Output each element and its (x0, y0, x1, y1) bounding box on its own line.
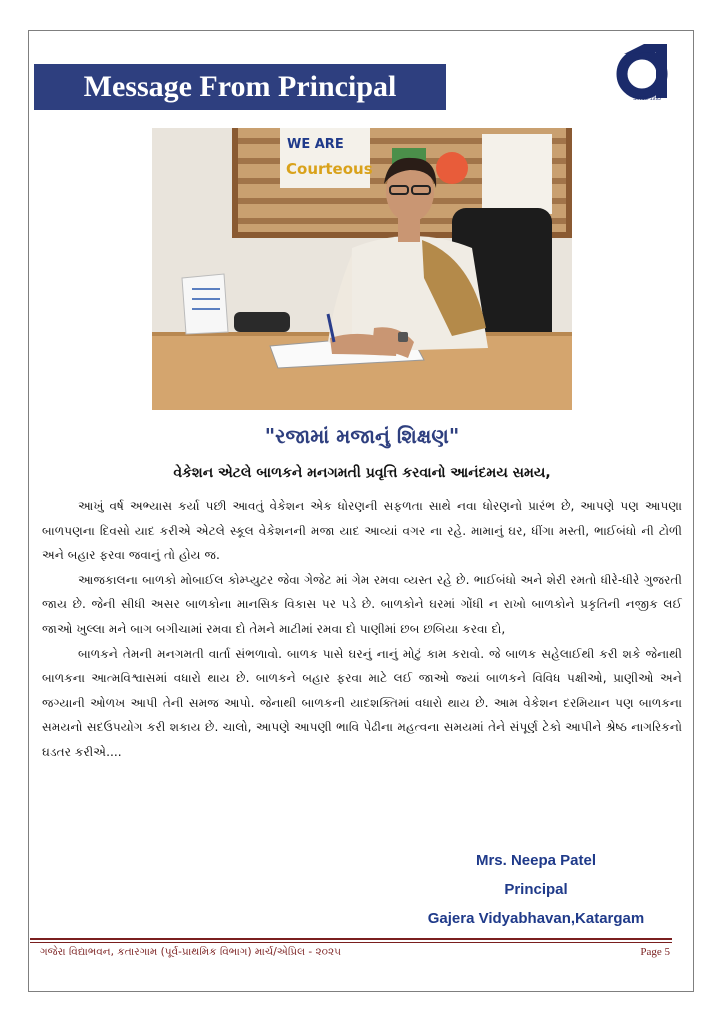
wall-sign-courteous: Courteous (286, 160, 373, 178)
article-paragraph-3: બાળકને તેમની મનગમતી વાર્તા સંભળાવો. બાળક પાસે ઘરનું નાનું મોટું કામ કરાવો. જે બાળક સહેલાઈથી કરી શકે જેનાથી બાળકના આત્મવિશ્વાસમાં વધારો થાય છે. બાળકને બહાર ફરવા માટે લઈ જાઓ જ્યાં બાળકને વિવિધ પક્ષીઓ, પ્રાણીઓ અને જગ્યાની ઓળખ આપી તેની સમજ આપો. જેનાથી બાળકની યાદશક્તિમાં વધારો થાય છે. આમ વેકેશન દરમિયાન પણ બાળકના સમયનો સદઉપયોગ કરી શકાય છે. ચાલો, આપણે આપણી ભાવિ પેઢીના મહત્વના સમયમાં તેને સંપૂર્ણ ટેકો આપીને શ્રેષ્ઠ નાગરિકનો ઘડતર કરીએ.... (42, 646, 682, 759)
principal-photo (152, 128, 572, 410)
page-title: Message From Principal (34, 64, 446, 110)
school-logo-icon (614, 40, 674, 104)
signature-school: Gajera Vidyabhavan,Katargam (427, 910, 645, 927)
page-number: Page 5 (640, 946, 670, 958)
article-paragraph-2: આજકાલના બાળકો મોબાઈલ કોમ્પ્યુટર જેવા ગેજેટ માં ગેમ રમવા વ્યસ્ત રહે છે. ભાઈબંધો અને શેરી રમતો ધીરે-ધીરે ગુજરતી જાય છે. જેની સીધી અસર બાળકોના માનસિક વિકાસ પર પડે છે. બાળકોને ઘરમાં ગોંધી ન રાખો બાળકોને પ્રકૃતિની નજીક લઈ જાઓ ખુલ્લા મને બાગ બગીચામાં રમવા દો તેમને માટીમાં રમવા દો પાણીમાં છબ છબિયા કરવા દો, (42, 572, 682, 636)
footer-divider (30, 938, 672, 940)
footer-divider-thin (30, 942, 672, 943)
signature-designation: Principal (504, 881, 568, 898)
article-body (42, 494, 682, 765)
article-subtitle: વેકેશન એટલે બાળકને મનગમતી પ્રવૃત્તિ કરવાનો આનંદમય સમય, (173, 465, 551, 481)
logo-since-text: SINCE 1993 (633, 96, 661, 102)
signature-name: Mrs. Neepa Patel (475, 852, 597, 869)
article-paragraph-1: આખું વર્ષ અભ્યાસ કર્યા પછી આવતું વેકેશન એક ધોરણની સફળતા સાથે નવા ધોરણનો પ્રારંભ છે, આપણે પણ આપણા બાળપણના દિવસો યાદ કરીએ એટલે સ્કૂલ વેકેશનની મજા યાદ આવ્યાં વગર ના રહે. મામાનું ઘર, ધીંગા મસ્તી, ભાઈબંધો ની ટોળી અને બહાર ફરવા જવાનું તો હોય જ. (42, 499, 682, 563)
footer-publication: ગજેરા વિદ્યાભવન, કતારગામ (પૂર્વ-પ્રાથમિક વિભાગ) માર્ચ/એપ્રિલ - ૨૦૨૫ (40, 946, 342, 958)
article-title: "રજામાં મજાનું શિક્ષણ" (264, 424, 460, 448)
wall-sign-we-are: WE ARE (287, 137, 344, 152)
signature-block (400, 846, 672, 933)
